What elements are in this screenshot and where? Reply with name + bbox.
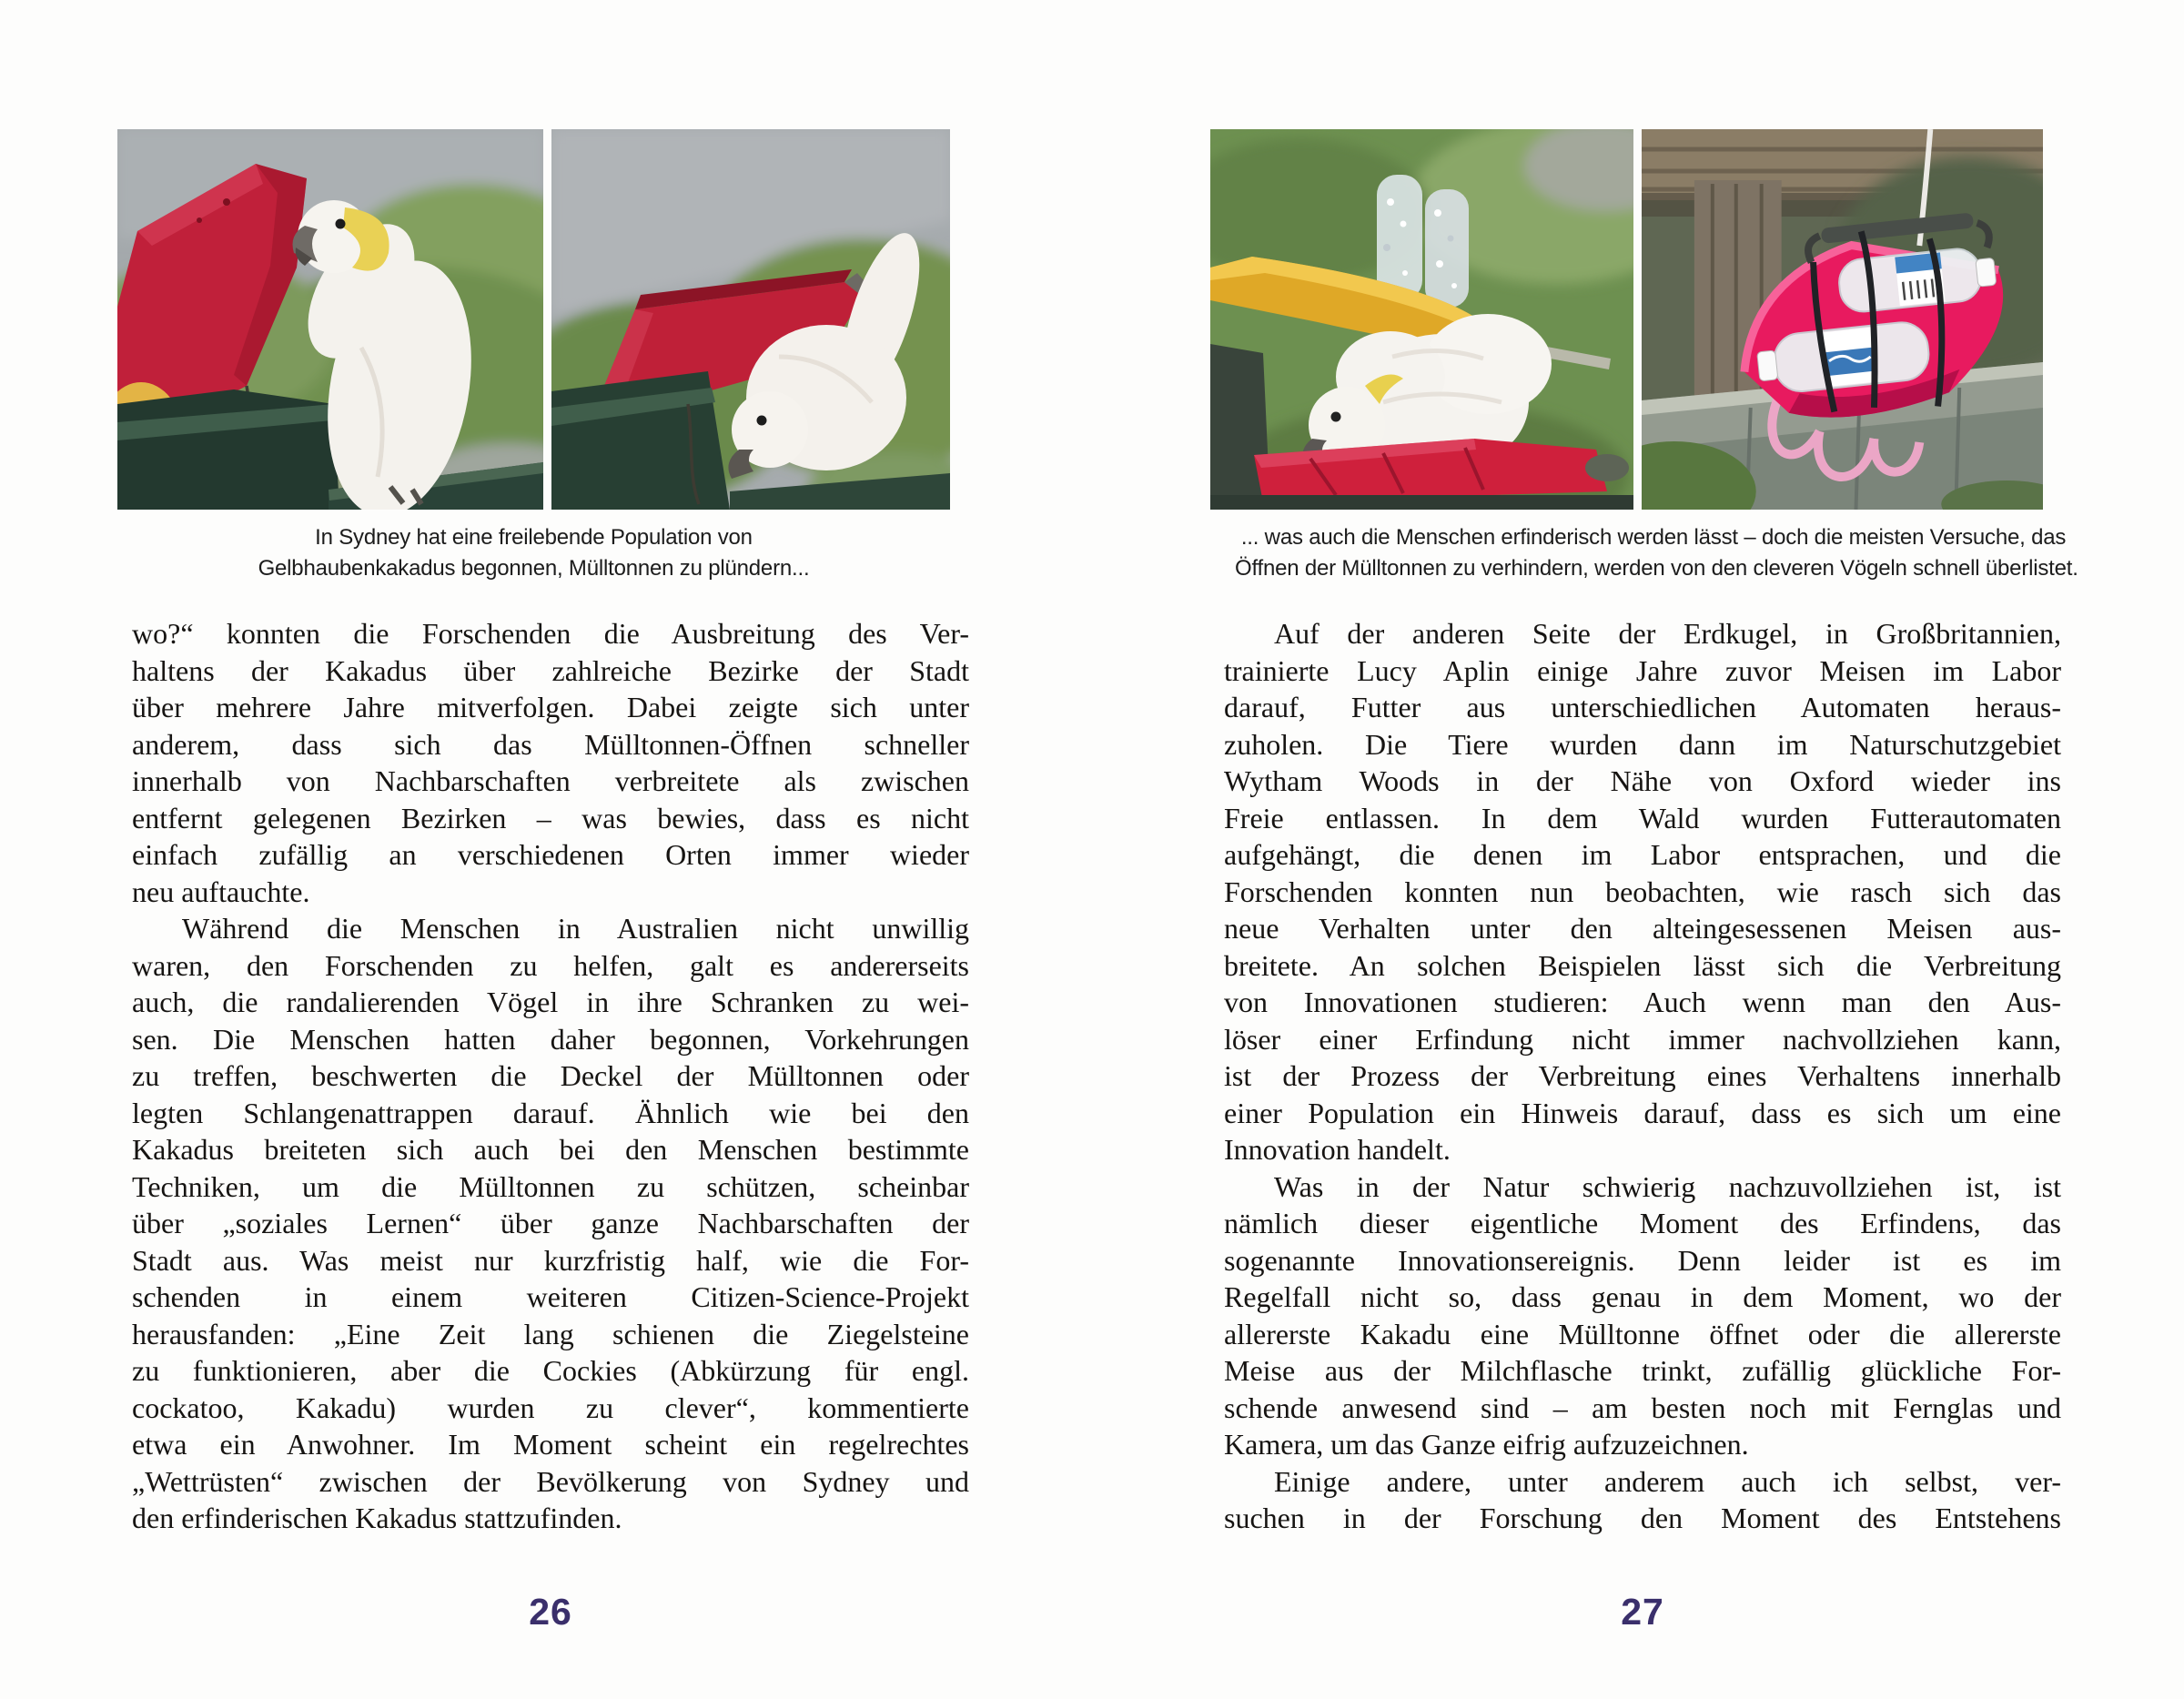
body-line: innerhalb von Nachbarschaften verbreitete als zwischen — [132, 764, 969, 797]
body-line: Stadt aus. Was meist nur kurzfristig half, wie die For- — [132, 1243, 969, 1277]
body-line: waren, den Forschenden zu helfen, galt es andererseits — [132, 948, 969, 982]
bottle-weighted-lid-illustration — [1642, 129, 2043, 510]
body-line: Regelfall nicht so, dass genau in dem Moment, wo der — [1224, 1280, 2061, 1313]
body-line: „Wettrüsten“ zwischen der Bevölkerung von Sydney und — [132, 1464, 969, 1498]
body-line: herausfanden: „Eine Zeit lang schienen die Ziegelsteine — [132, 1317, 969, 1350]
page-number-right: 27 — [1621, 1591, 1664, 1633]
body-line: neu auftauchte. — [132, 875, 310, 908]
body-line: über mehrere Jahre mitverfolgen. Dabei zeigte sich unter — [132, 691, 969, 723]
body-line: Innovation handelt. — [1224, 1133, 1451, 1166]
body-line: haltens der Kakadus über zahlreiche Bezirke der Stadt — [132, 653, 969, 687]
body-text-left — [132, 615, 969, 1537]
body-line: Einige andere, unter anderem auch ich selbst, ver- — [1274, 1464, 2061, 1498]
bin-body — [1210, 495, 1633, 510]
body-line: Auf der anderen Seite der Erdkugel, in Großbritannien, — [1274, 617, 2061, 650]
caption-line: In Sydney hat eine freilebende Population von — [315, 525, 753, 550]
body-line: sogenannte Innovationsereignis. Denn leider ist es im — [1224, 1243, 2061, 1277]
body-line: aufgehängt, die denen im Labor entsprachen, und die — [1224, 838, 2061, 871]
body-line: darauf, Futter aus unterschiedlichen Automaten heraus- — [1224, 691, 2061, 723]
eye — [1331, 412, 1341, 422]
body-line: einfach zufällig an verschiedenen Orten immer wieder — [132, 838, 969, 871]
body-line: sen. Die Menschen hatten daher begonnen, Vorkehrungen — [132, 1022, 969, 1056]
body-line: den erfinderischen Kakadus stattzufinden. — [132, 1502, 622, 1534]
body-text-right — [1224, 615, 2061, 1537]
body-line: zu funktionieren, aber die Cockies (Abkürzung für engl. — [132, 1354, 969, 1387]
photo-cockatoo-lifting-red-bin-lid — [117, 129, 543, 510]
photo-row-left — [117, 129, 950, 510]
body-line: ist der Prozess der Verbreitung eines Verhaltens innerhalb — [1224, 1059, 2061, 1092]
photo-row-right — [1210, 129, 2043, 510]
body-line: wo?“ konnten die Forschenden die Ausbreitung des Ver- — [132, 617, 969, 650]
body-line: einer Population ein Hinweis darauf, dass es sich um eine — [1224, 1096, 2061, 1129]
body-line: allererste Kakadu eine Mülltonne öffnet oder die allererste — [1224, 1317, 2061, 1350]
body-line: suchen in der Forschung den Moment des Entstehens — [1224, 1502, 2061, 1534]
body-line: nämlich dieser eigentliche Moment des Erfindens, das — [1224, 1207, 2061, 1239]
body-line: löser einer Erfindung nicht immer nachvollziehen kann, — [1224, 1022, 2061, 1056]
body-line: Wytham Woods in der Nähe von Oxford wieder ins — [1224, 764, 2061, 797]
body-line: auch, die randalierenden Vögel in ihre Schranken zu wei- — [132, 986, 969, 1018]
page-number-left: 26 — [529, 1591, 572, 1633]
body-line: Kamera, um das Ganze eifrig aufzuzeichnen. — [1224, 1428, 1749, 1461]
cockatoo-lifting-lid-illustration — [117, 129, 543, 510]
body-line: Während die Menschen in Australien nicht unwillig — [182, 912, 969, 945]
photo-caption-right — [1235, 522, 2078, 584]
eye — [336, 219, 346, 229]
body-line: legten Schlangenattrappen darauf. Ähnlich wie bei den — [132, 1096, 969, 1129]
photo-cockatoo-head-under-bin-lid — [551, 129, 950, 510]
body-line: Freie entlassen. In dem Wald wurden Futterautomaten — [1224, 801, 2061, 834]
body-line: zu treffen, beschwerten die Deckel der Mülltonnen oder — [132, 1059, 969, 1092]
body-line: etwa ein Anwohner. Im Moment scheint ein regelrechtes — [132, 1428, 969, 1461]
caption-line: Gelbhaubenkakadus begonnen, Mülltonnen zu plündern... — [258, 556, 810, 581]
body-line: entfernt gelegenen Bezirken – was bewies, dass es nicht — [132, 801, 969, 834]
body-line: schenden in einem weiteren Citizen-Science-Projekt — [132, 1280, 969, 1313]
caption-line: ... was auch die Menschen erfinderisch werden lässt – doch die meisten Versuche, das — [1240, 525, 2067, 550]
body-line: neue Verhalten unter den alteingesessenen Meisen aus- — [1224, 912, 2061, 945]
cockatoo-under-lid-illustration — [551, 129, 950, 510]
body-line: über „soziales Lernen“ über ganze Nachbarschaften der — [132, 1207, 969, 1239]
body-line: Techniken, um die Mülltonnen zu schützen, scheinbar — [132, 1169, 969, 1203]
eye — [757, 416, 767, 426]
photo-bin-lid-with-strapped-water-bottles — [1642, 129, 2043, 510]
body-line: trainierte Lucy Aplin einige Jahre zuvor Meisen im Labor — [1224, 653, 2061, 687]
photo-cockatoo-defeating-bottle-deterrent — [1210, 129, 1633, 510]
photo-caption-left — [117, 522, 950, 584]
caption-line: Öffnen der Mülltonnen zu verhindern, werden von den cleveren Vögeln schnell überlistet. — [1235, 556, 2078, 581]
body-line: anderem, dass sich das Mülltonnen-Öffnen schneller — [132, 727, 969, 761]
body-line: Was in der Natur schwierig nachzuvollziehen ist, ist — [1274, 1169, 2061, 1203]
body-line: Meise aus der Milchflasche trinkt, zufällig glückliche For- — [1224, 1354, 2061, 1387]
body-line: cockatoo, Kakadu) wurden zu clever“, kommentierte — [132, 1391, 969, 1424]
body-line: Forschenden konnten nun beobachten, wie rasch sich das — [1224, 875, 2061, 908]
cockatoo-on-bin-illustration — [1210, 129, 1633, 510]
body-line: schende anwesend sind – am besten noch mit Fernglas und — [1224, 1391, 2061, 1424]
body-line: von Innovationen studieren: Auch wenn man den Aus- — [1224, 986, 2061, 1018]
body-line: breitete. An solchen Beispielen lässt sich die Verbreitung — [1224, 948, 2061, 982]
body-line: Kakadus breiteten sich auch bei den Menschen bestimmte — [132, 1133, 969, 1166]
body-line: zuholen. Die Tiere wurden dann im Naturschutzgebiet — [1224, 727, 2061, 761]
